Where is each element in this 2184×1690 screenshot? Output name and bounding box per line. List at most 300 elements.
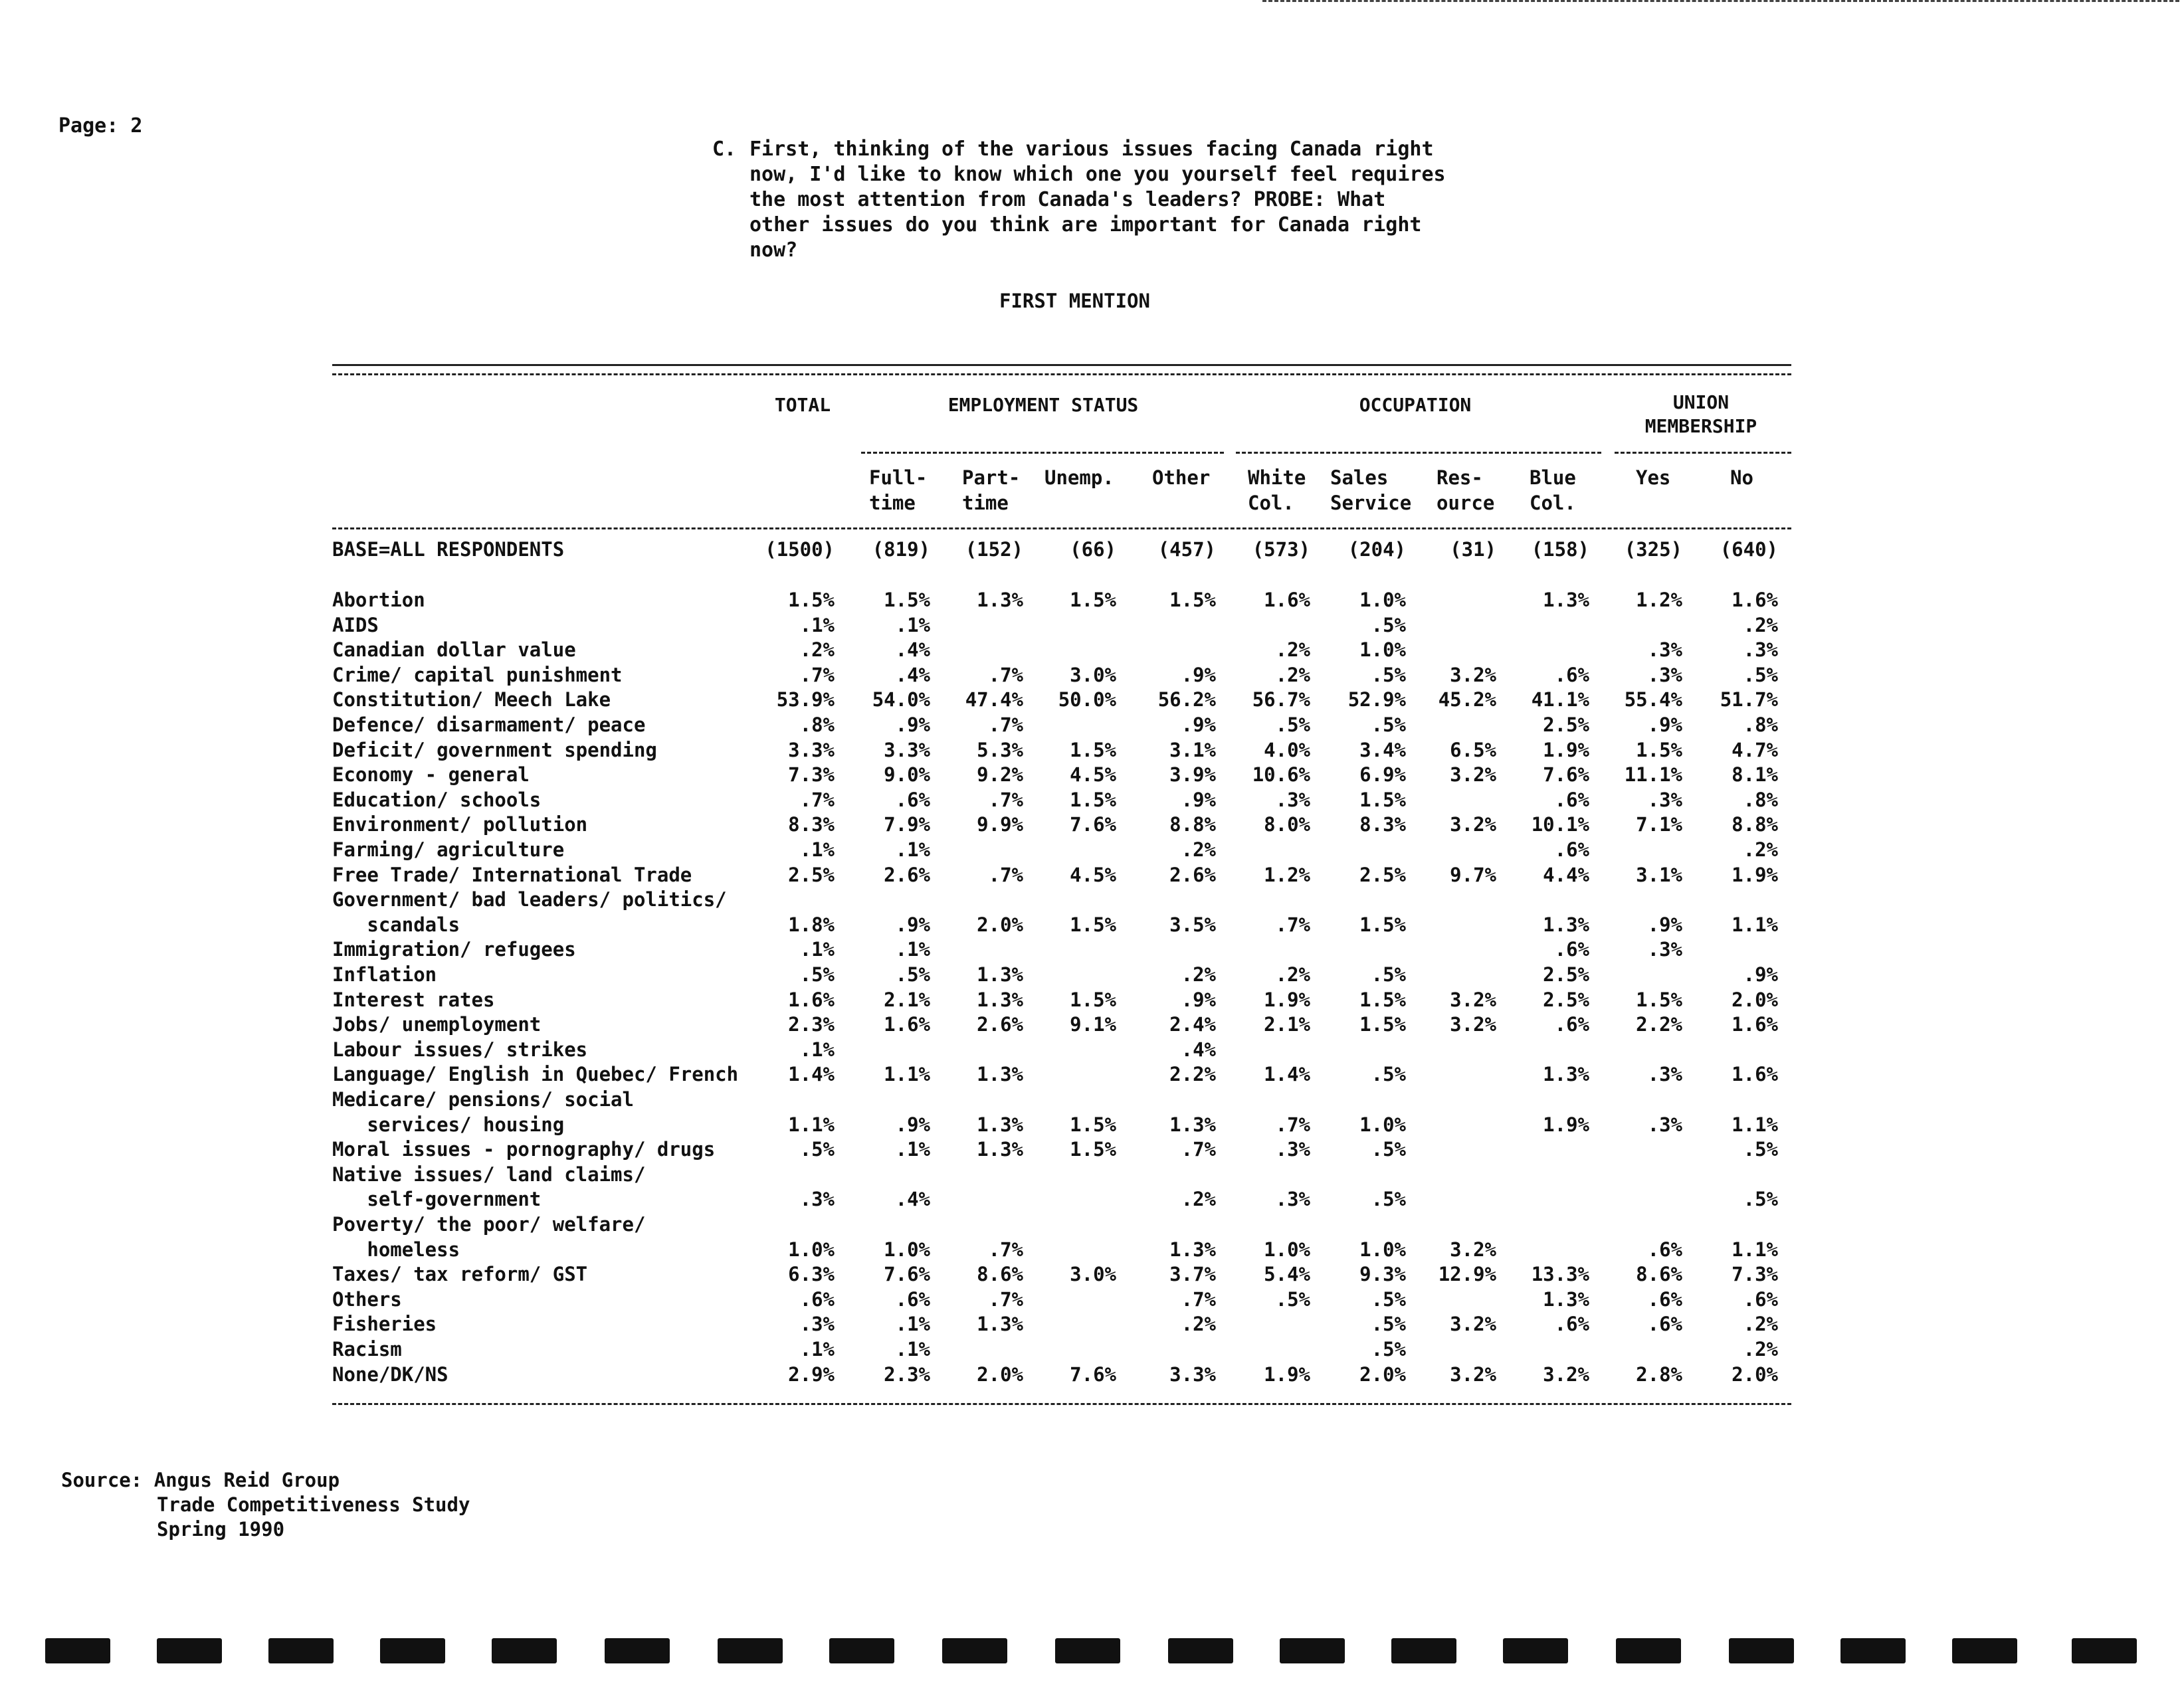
table-cell: 1.3% [1169, 1113, 1216, 1136]
table-cell: 3.2% [1450, 664, 1496, 686]
table-cell: .1% [895, 1313, 930, 1335]
table-cell: .3% [1647, 789, 1682, 811]
table-cell: .7% [1181, 1138, 1216, 1161]
table-row [332, 888, 1794, 913]
table-cell: 8.0% [1264, 813, 1310, 836]
table-cell: 1.5% [1636, 988, 1682, 1011]
table-cell: 5.4% [1264, 1263, 1310, 1285]
table-cell: 7.3% [1732, 1263, 1778, 1285]
scan-mark [718, 1638, 783, 1663]
table-cell: 10.1% [1531, 813, 1589, 836]
table-cell: 8.1% [1732, 763, 1778, 786]
table-cell: 8.6% [977, 1263, 1023, 1285]
table-cell: .7% [1275, 1113, 1310, 1136]
table-cell: 4.4% [1543, 864, 1589, 886]
table-cell: 1.4% [1264, 1063, 1310, 1085]
table-cell: 2.6% [1169, 864, 1216, 886]
table-cell: 2.2% [1169, 1063, 1216, 1085]
table-cell: 1.5% [1070, 789, 1116, 811]
base-count-cell: (573) [1252, 538, 1310, 561]
table-cell: 54.0% [872, 688, 930, 711]
table-row [332, 1088, 1794, 1113]
question-text: First, thinking of the various issues facing Canada right now, I'd like to know which one you yourself feel requires the most attention from Canada's leaders? PROBE: What other issues do you think are important for Canada right now? [749, 138, 1446, 262]
row-label: Jobs/ unemployment [332, 1013, 542, 1036]
table-cell: .8% [1743, 789, 1778, 811]
table-cell: .3% [1275, 1138, 1310, 1161]
table-cell: .1% [895, 1338, 930, 1361]
table-cell: 3.2% [1450, 1313, 1496, 1335]
question-number: C. [712, 138, 737, 161]
table-cell: .3% [1647, 664, 1682, 686]
table-row [332, 789, 1794, 814]
table-cell: .9% [1181, 988, 1216, 1011]
table-cell: .3% [1275, 1188, 1310, 1210]
table-cell: .7% [1181, 1288, 1216, 1311]
table-cell: 41.1% [1531, 688, 1589, 711]
row-label: Poverty/ the poor/ welfare/ [332, 1213, 646, 1236]
table-cell: 8.8% [1732, 813, 1778, 836]
table-cell: 1.5% [1070, 913, 1116, 936]
scan-mark [829, 1638, 894, 1663]
table-cell: 50.0% [1058, 688, 1116, 711]
base-count-cell: (31) [1450, 538, 1496, 561]
table-row [332, 1038, 1794, 1064]
source-line-2: Trade Competitiveness Study [157, 1493, 470, 1516]
source-note [61, 1468, 470, 1542]
table-cell: .5% [1371, 614, 1406, 636]
table-cell: .9% [1181, 713, 1216, 736]
table-cell: 1.9% [1543, 1113, 1589, 1136]
table-cell: .2% [1743, 838, 1778, 861]
base-count-cell: (152) [965, 538, 1023, 561]
table-cell: .2% [1181, 1188, 1216, 1210]
col-head-resource: Res- ource [1437, 466, 1495, 514]
page-number: Page: 2 [58, 114, 143, 138]
table-cell: 8.3% [788, 813, 835, 836]
group-union-membership: UNION MEMBERSHIP [1644, 391, 1757, 437]
table-cell: 3.0% [1070, 1263, 1116, 1285]
scan-mark [2072, 1638, 2137, 1663]
row-label: Canadian dollar value [332, 638, 576, 661]
table-row [332, 864, 1794, 889]
table-cell: .9% [895, 713, 930, 736]
table-row [332, 1288, 1794, 1313]
scan-mark [942, 1638, 1007, 1663]
scan-mark [157, 1638, 222, 1663]
table-cell: 51.7% [1720, 688, 1778, 711]
table-row [332, 1213, 1794, 1238]
table-cell: .5% [1371, 1338, 1406, 1361]
table-row [332, 1363, 1794, 1388]
table-row [332, 589, 1794, 614]
row-label: Defence/ disarmament/ peace [332, 713, 646, 736]
base-count-cell: (66) [1070, 538, 1116, 561]
table-cell: 1.0% [1359, 638, 1406, 661]
table-cell: 2.0% [1732, 988, 1778, 1011]
table-cell: 56.7% [1252, 688, 1310, 711]
table-cell: 1.3% [977, 1313, 1023, 1335]
table-cell: .1% [895, 614, 930, 636]
row-label: Education/ schools [332, 789, 542, 811]
row-label: Abortion [332, 589, 425, 611]
table-cell: 1.3% [1543, 1063, 1589, 1085]
table-cell: 1.6% [1732, 1063, 1778, 1085]
table-top-dashed-rule [332, 373, 1791, 375]
table-cell: .3% [799, 1188, 835, 1210]
table-cell: .2% [799, 638, 835, 661]
table-cell: 7.9% [884, 813, 930, 836]
table-cell: 1.0% [1359, 1113, 1406, 1136]
table-cell: .9% [1743, 963, 1778, 986]
table-cell: 11.1% [1624, 763, 1682, 786]
table-cell: 1.5% [1169, 589, 1216, 611]
group-total: TOTAL [774, 394, 831, 416]
table-cell: 7.6% [1070, 813, 1116, 836]
col-head-unemployed: Unemp. [1044, 466, 1114, 489]
table-cell: .3% [1647, 1113, 1682, 1136]
table-cell: 1.6% [884, 1013, 930, 1036]
table-cell: .6% [1554, 789, 1589, 811]
table-cell: 1.5% [1070, 988, 1116, 1011]
row-label: AIDS [332, 614, 379, 636]
row-label: homeless [332, 1238, 460, 1261]
base-count-cell: (819) [872, 538, 930, 561]
source-line-3: Spring 1990 [157, 1518, 285, 1541]
table-cell: 55.4% [1624, 688, 1682, 711]
employment-subrule [861, 452, 1224, 454]
table-cell: 3.2% [1450, 1363, 1496, 1386]
table-cell: 3.2% [1450, 988, 1496, 1011]
table-cell: 2.8% [1636, 1363, 1682, 1386]
row-label: Free Trade/ International Trade [332, 864, 692, 886]
table-cell: .2% [1181, 1313, 1216, 1335]
table-cell: 3.4% [1359, 739, 1406, 761]
source-line-1: Angus Reid Group [153, 1469, 340, 1491]
table-cell: .5% [1275, 1288, 1310, 1311]
table-cell: .6% [1554, 664, 1589, 686]
col-head-other: Other [1152, 466, 1211, 489]
table-cell: 7.3% [788, 763, 835, 786]
table-cell: 2.1% [884, 988, 930, 1011]
table-cell: .5% [1371, 963, 1406, 986]
table-cell: 7.1% [1636, 813, 1682, 836]
table-cell: .2% [1275, 664, 1310, 686]
table-cell: 1.6% [1264, 589, 1310, 611]
table-cell: .2% [1181, 838, 1216, 861]
table-cell: .9% [895, 913, 930, 936]
table-cell: .2% [1743, 1338, 1778, 1361]
table-cell: .8% [799, 713, 835, 736]
table-cell: 1.5% [1070, 1138, 1116, 1161]
table-cell: 3.2% [1450, 1238, 1496, 1261]
group-occupation: OCCUPATION [1359, 394, 1472, 416]
scan-mark [1280, 1638, 1345, 1663]
table-cell: 3.3% [788, 739, 835, 761]
table-cell: 3.3% [884, 739, 930, 761]
table-cell: 1.5% [884, 589, 930, 611]
table-cell: .8% [1743, 713, 1778, 736]
table-cell: 1.5% [1070, 739, 1116, 761]
table-row [332, 1063, 1794, 1088]
table-cell: 2.9% [788, 1363, 835, 1386]
union-subrule [1615, 452, 1791, 454]
table-cell: .5% [1743, 1138, 1778, 1161]
table-row [332, 1338, 1794, 1363]
scan-mark [1391, 1638, 1456, 1663]
table-cell: .5% [1371, 1288, 1406, 1311]
table-cell: 1.0% [1264, 1238, 1310, 1261]
table-cell: 4.5% [1070, 864, 1116, 886]
table-row [332, 838, 1794, 864]
base-row [332, 538, 1794, 563]
table-cell: .1% [895, 1138, 930, 1161]
table-row [332, 638, 1794, 664]
table-cell: 1.0% [884, 1238, 930, 1261]
table-cell: .9% [1647, 913, 1682, 936]
table-cell: 2.4% [1169, 1013, 1216, 1036]
table-cell: .9% [1181, 789, 1216, 811]
scan-mark [380, 1638, 445, 1663]
base-count-cell: (457) [1157, 538, 1216, 561]
scan-mark [1952, 1638, 2017, 1663]
table-cell: .7% [988, 789, 1023, 811]
table-cell: 1.3% [977, 988, 1023, 1011]
table-cell: .3% [1743, 638, 1778, 661]
table-cell: 1.5% [1359, 789, 1406, 811]
header-bottom-rule [332, 527, 1791, 529]
table-cell: .4% [895, 638, 930, 661]
table-cell: 8.3% [1359, 813, 1406, 836]
table-cell: 9.0% [884, 763, 930, 786]
col-head-union-yes: Yes [1636, 466, 1671, 489]
table-cell: 1.9% [1543, 739, 1589, 761]
top-edge-rule [1262, 0, 2179, 2]
table-row [332, 913, 1794, 939]
table-cell: .1% [799, 938, 835, 961]
scan-mark [1616, 1638, 1681, 1663]
table-subtitle: FIRST MENTION [999, 290, 1150, 312]
table-cell: 1.5% [1359, 1013, 1406, 1036]
table-cell: 4.0% [1264, 739, 1310, 761]
table-cell: .6% [1554, 938, 1589, 961]
table-cell: 1.5% [788, 589, 835, 611]
table-cell: 1.6% [788, 988, 835, 1011]
row-label: None/DK/NS [332, 1363, 448, 1386]
table-cell: 1.3% [977, 1138, 1023, 1161]
table-cell: 9.7% [1450, 864, 1496, 886]
row-label: BASE=ALL RESPONDENTS [332, 538, 565, 561]
col-head-union-no: No [1730, 466, 1753, 489]
table-cell: 2.6% [884, 864, 930, 886]
table-cell: .2% [1181, 963, 1216, 986]
table-cell: 1.5% [1359, 988, 1406, 1011]
table-cell: .5% [1275, 713, 1310, 736]
table-cell: .2% [1275, 638, 1310, 661]
row-label: Language/ English in Quebec/ French [332, 1063, 739, 1085]
table-cell: 3.1% [1636, 864, 1682, 886]
table-row [332, 1188, 1794, 1213]
table-cell: 3.7% [1169, 1263, 1216, 1285]
table-cell: .3% [1647, 938, 1682, 961]
table-cell: .1% [799, 614, 835, 636]
row-label: Fisheries [332, 1313, 437, 1335]
table-cell: .9% [1181, 664, 1216, 686]
scan-mark [605, 1638, 670, 1663]
table-row [332, 1163, 1794, 1188]
table-row [332, 963, 1794, 988]
table-cell: 1.1% [1732, 913, 1778, 936]
table-row [332, 713, 1794, 739]
table-cell: 1.0% [1359, 1238, 1406, 1261]
table-cell: .5% [895, 963, 930, 986]
table-cell: .3% [799, 1313, 835, 1335]
scan-mark [492, 1638, 557, 1663]
table-cell: 7.6% [1070, 1363, 1116, 1386]
table-row [332, 1263, 1794, 1288]
table-cell: 9.3% [1359, 1263, 1406, 1285]
table-row [332, 1013, 1794, 1038]
table-cell: .5% [1371, 1138, 1406, 1161]
table-cell: 1.3% [1543, 1288, 1589, 1311]
table-cell: .5% [1743, 1188, 1778, 1210]
scan-mark [1503, 1638, 1568, 1663]
table-cell: .6% [1647, 1288, 1682, 1311]
table-cell: .9% [1647, 713, 1682, 736]
row-label: Taxes/ tax reform/ GST [332, 1263, 588, 1285]
table-cell: 1.2% [1264, 864, 1310, 886]
row-label: Labour issues/ strikes [332, 1038, 588, 1061]
table-cell: 2.0% [977, 913, 1023, 936]
table-cell: 2.5% [1543, 988, 1589, 1011]
table-cell: .4% [895, 664, 930, 686]
source-label: Source: [61, 1469, 143, 1491]
table-cell: .1% [895, 938, 930, 961]
table-cell: 2.6% [977, 1013, 1023, 1036]
table-cell: 1.1% [1732, 1238, 1778, 1261]
table-cell: 1.4% [788, 1063, 835, 1085]
table-cell: .6% [1743, 1288, 1778, 1311]
table-cell: 8.8% [1169, 813, 1216, 836]
table-row [332, 1313, 1794, 1338]
base-count-cell: (158) [1531, 538, 1589, 561]
table-cell: .7% [988, 864, 1023, 886]
table-cell: 1.1% [1732, 1113, 1778, 1136]
table-cell: 1.3% [977, 1063, 1023, 1085]
table-row [332, 1238, 1794, 1264]
table-cell: .6% [1647, 1238, 1682, 1261]
table-row [332, 664, 1794, 689]
table-cell: 2.2% [1636, 1013, 1682, 1036]
row-label: Racism [332, 1338, 402, 1361]
table-cell: 7.6% [884, 1263, 930, 1285]
table-cell: .7% [1275, 913, 1310, 936]
col-head-sales-service: Sales Service [1330, 466, 1412, 514]
table-cell: .7% [799, 789, 835, 811]
table-cell: 3.5% [1169, 913, 1216, 936]
table-cell: 6.5% [1450, 739, 1496, 761]
table-cell: .3% [1647, 638, 1682, 661]
row-label: Moral issues - pornography/ drugs [332, 1138, 716, 1161]
table-cell: .6% [1647, 1313, 1682, 1335]
table-cell: 56.2% [1157, 688, 1216, 711]
base-count-cell: (204) [1347, 538, 1406, 561]
table-cell: .4% [1181, 1038, 1216, 1061]
table-cell: 1.9% [1264, 1363, 1310, 1386]
table-cell: 8.6% [1636, 1263, 1682, 1285]
table-cell: 4.7% [1732, 739, 1778, 761]
table-cell: 3.9% [1169, 763, 1216, 786]
table-cell: 10.6% [1252, 763, 1310, 786]
table-cell: .6% [1554, 1313, 1589, 1335]
table-cell: .3% [1647, 1063, 1682, 1085]
occupation-subrule [1236, 452, 1601, 454]
table-cell: 1.8% [788, 913, 835, 936]
table-cell: 1.9% [1732, 864, 1778, 886]
table-cell: .1% [895, 838, 930, 861]
table-cell: .5% [1371, 1063, 1406, 1085]
row-label: Inflation [332, 963, 437, 986]
table-cell: .5% [1371, 664, 1406, 686]
table-cell: 1.5% [1359, 913, 1406, 936]
scan-mark [1055, 1638, 1120, 1663]
row-label: Medicare/ pensions/ social [332, 1088, 634, 1111]
scan-mark [1729, 1638, 1794, 1663]
table-cell: 1.9% [1264, 988, 1310, 1011]
table-bottom-rule [332, 1403, 1791, 1405]
row-label: Crime/ capital punishment [332, 664, 623, 686]
table-top-rule [332, 364, 1791, 366]
table-cell: 9.1% [1070, 1013, 1116, 1036]
table-row [332, 763, 1794, 789]
table-cell: .6% [799, 1288, 835, 1311]
table-cell: .2% [1743, 1313, 1778, 1335]
table-cell: .5% [1743, 664, 1778, 686]
table-cell: 1.0% [788, 1238, 835, 1261]
table-cell: 3.2% [1450, 1013, 1496, 1036]
table-cell: .5% [799, 1138, 835, 1161]
table-cell: .6% [895, 789, 930, 811]
table-cell: .1% [799, 1338, 835, 1361]
table-row [332, 988, 1794, 1014]
table-cell: 2.3% [788, 1013, 835, 1036]
table-cell: 3.3% [1169, 1363, 1216, 1386]
table-cell: 12.9% [1438, 1263, 1496, 1285]
table-cell: 13.3% [1531, 1263, 1589, 1285]
survey-question [712, 137, 1483, 263]
table-cell: 9.9% [977, 813, 1023, 836]
table-cell: .7% [799, 664, 835, 686]
table-cell: .5% [1371, 1313, 1406, 1335]
table-cell: 45.2% [1438, 688, 1496, 711]
table-cell: 1.2% [1636, 589, 1682, 611]
table-cell: 6.3% [788, 1263, 835, 1285]
table-cell: 1.3% [977, 1113, 1023, 1136]
table-cell: .2% [1743, 614, 1778, 636]
row-label: Deficit/ government spending [332, 739, 657, 761]
table-cell: 1.3% [977, 589, 1023, 611]
scan-mark [1840, 1638, 1906, 1663]
table-cell: 1.6% [1732, 1013, 1778, 1036]
row-label: Economy - general [332, 763, 530, 786]
table-cell: .5% [1371, 713, 1406, 736]
table-cell: 2.5% [788, 864, 835, 886]
table-row [332, 1138, 1794, 1163]
row-label: Government/ bad leaders/ politics/ [332, 888, 727, 911]
table-cell: 2.0% [977, 1363, 1023, 1386]
table-row [332, 688, 1794, 713]
base-count-cell: (325) [1624, 538, 1682, 561]
table-cell: 2.1% [1264, 1013, 1310, 1036]
